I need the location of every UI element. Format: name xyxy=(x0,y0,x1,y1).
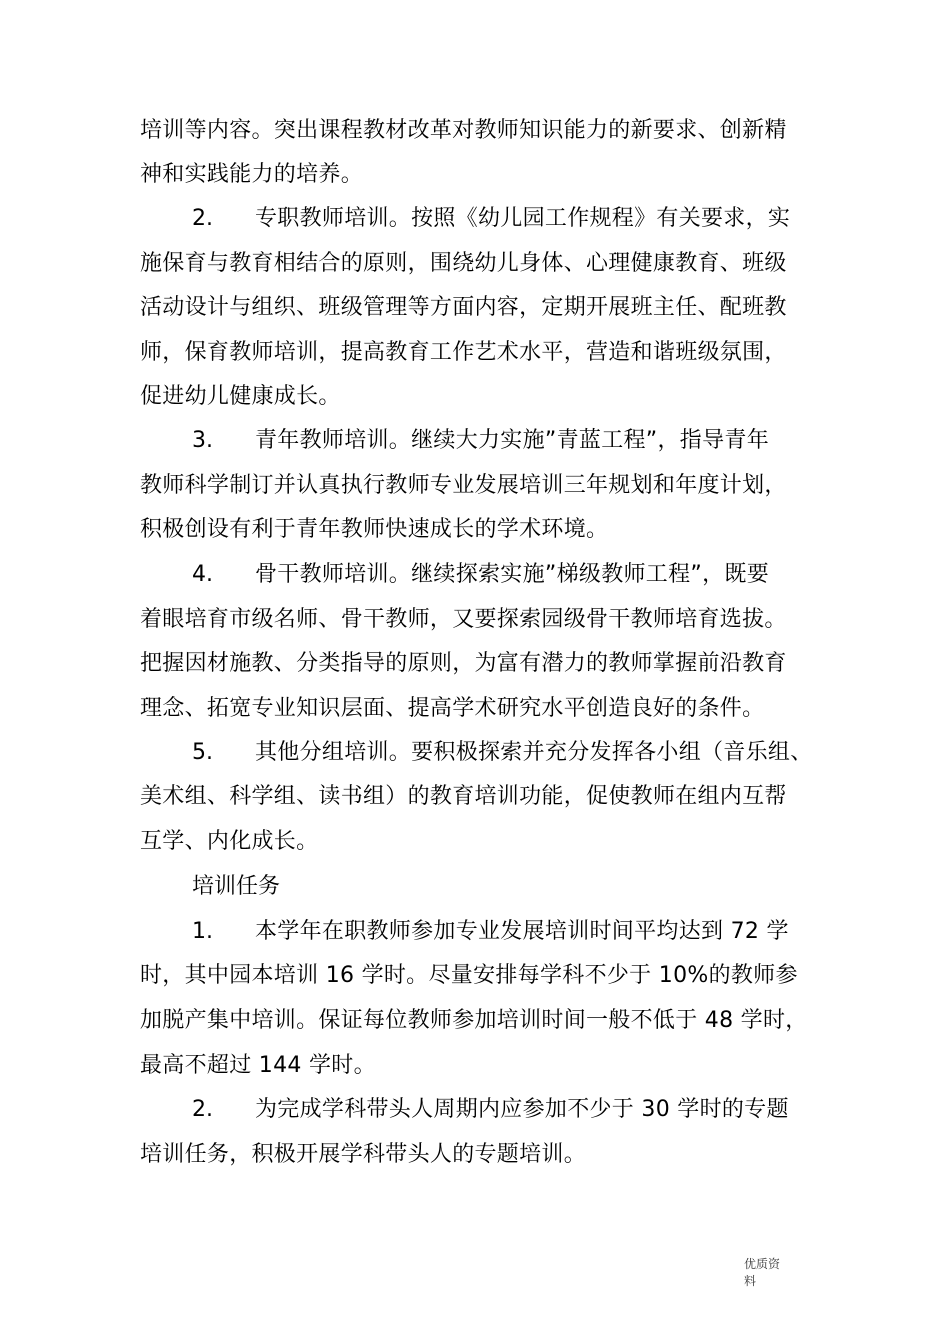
item-number: 4. xyxy=(192,562,213,587)
item-number: 5. xyxy=(192,740,213,765)
body-text-line: 培训任务，积极开展学科带头人的专题培训。 xyxy=(140,1142,587,1167)
task-first-line: 为完成学科带头人周期内应参加不少于 30 学时的专题 xyxy=(255,1097,789,1122)
body-text-line: 美术组、科学组、读书组）的教育培训功能，促使教师在组内互帮 xyxy=(140,784,787,809)
task-number: 2. xyxy=(192,1097,213,1122)
item-number: 2. xyxy=(192,206,213,231)
item-number: 3. xyxy=(192,428,213,453)
item-first-line: 青年教师培训。继续大力实施”青蓝工程”，指导青年 xyxy=(255,428,769,453)
section-heading: 培训任务 xyxy=(192,874,281,899)
body-text-line: 积极创设有利于青年教师快速成长的学术环境。 xyxy=(140,517,609,542)
task-number: 1. xyxy=(192,919,213,944)
body-text-line: 时，其中园本培训 16 学时。尽量安排每学科不少于 10%的教师参 xyxy=(140,963,798,988)
body-text-line: 加脱产集中培训。保证每位教师参加培训时间一般不低于 48 学时， xyxy=(140,1008,808,1033)
item-first-line: 其他分组培训。要积极探索并充分发挥各小组（音乐组、 xyxy=(255,740,813,765)
body-text-line: 施保育与教育相结合的原则，围绕幼儿身体、心理健康教育、班级 xyxy=(140,251,787,276)
item-first-line: 骨干教师培训。继续探索实施”梯级教师工程”，既要 xyxy=(255,562,769,587)
body-text-line: 最高不超过 144 学时。 xyxy=(140,1053,376,1078)
footer-label-line: 优质资 xyxy=(744,1257,781,1271)
body-text-line: 着眼培育市级名师、骨干教师，又要探索园级骨干教师培育选拔。 xyxy=(140,607,787,632)
body-text-line: 理念、拓宽专业知识层面、提高学术研究水平创造良好的条件。 xyxy=(140,696,765,721)
item-first-line: 专职教师培训。按照《幼儿园工作规程》有关要求，实 xyxy=(255,206,791,231)
task-first-line: 本学年在职教师参加专业发展培训时间平均达到 72 学 xyxy=(255,919,789,944)
footer-label-line: 料 xyxy=(744,1274,757,1288)
body-text-line: 把握因材施教、分类指导的原则，为富有潜力的教师掌握前沿教育 xyxy=(140,651,787,676)
footer-label xyxy=(744,1256,792,1290)
body-text-line: 教师科学制订并认真执行教师专业发展培训三年规划和年度计划， xyxy=(140,473,787,498)
body-text-line: 互学、内化成长。 xyxy=(140,829,319,854)
body-text-line: 培训等内容。突出课程教材改革对教师知识能力的新要求、创新精 xyxy=(140,118,787,143)
body-text-line: 促进幼儿健康成长。 xyxy=(140,384,341,409)
body-text-line: 神和实践能力的培养。 xyxy=(140,162,364,187)
body-text-line: 活动设计与组织、班级管理等方面内容，定期开展班主任、配班教 xyxy=(140,295,787,320)
body-text-line: 师，保育教师培训，提高教育工作艺术水平，营造和谐班级氛围， xyxy=(140,340,787,365)
